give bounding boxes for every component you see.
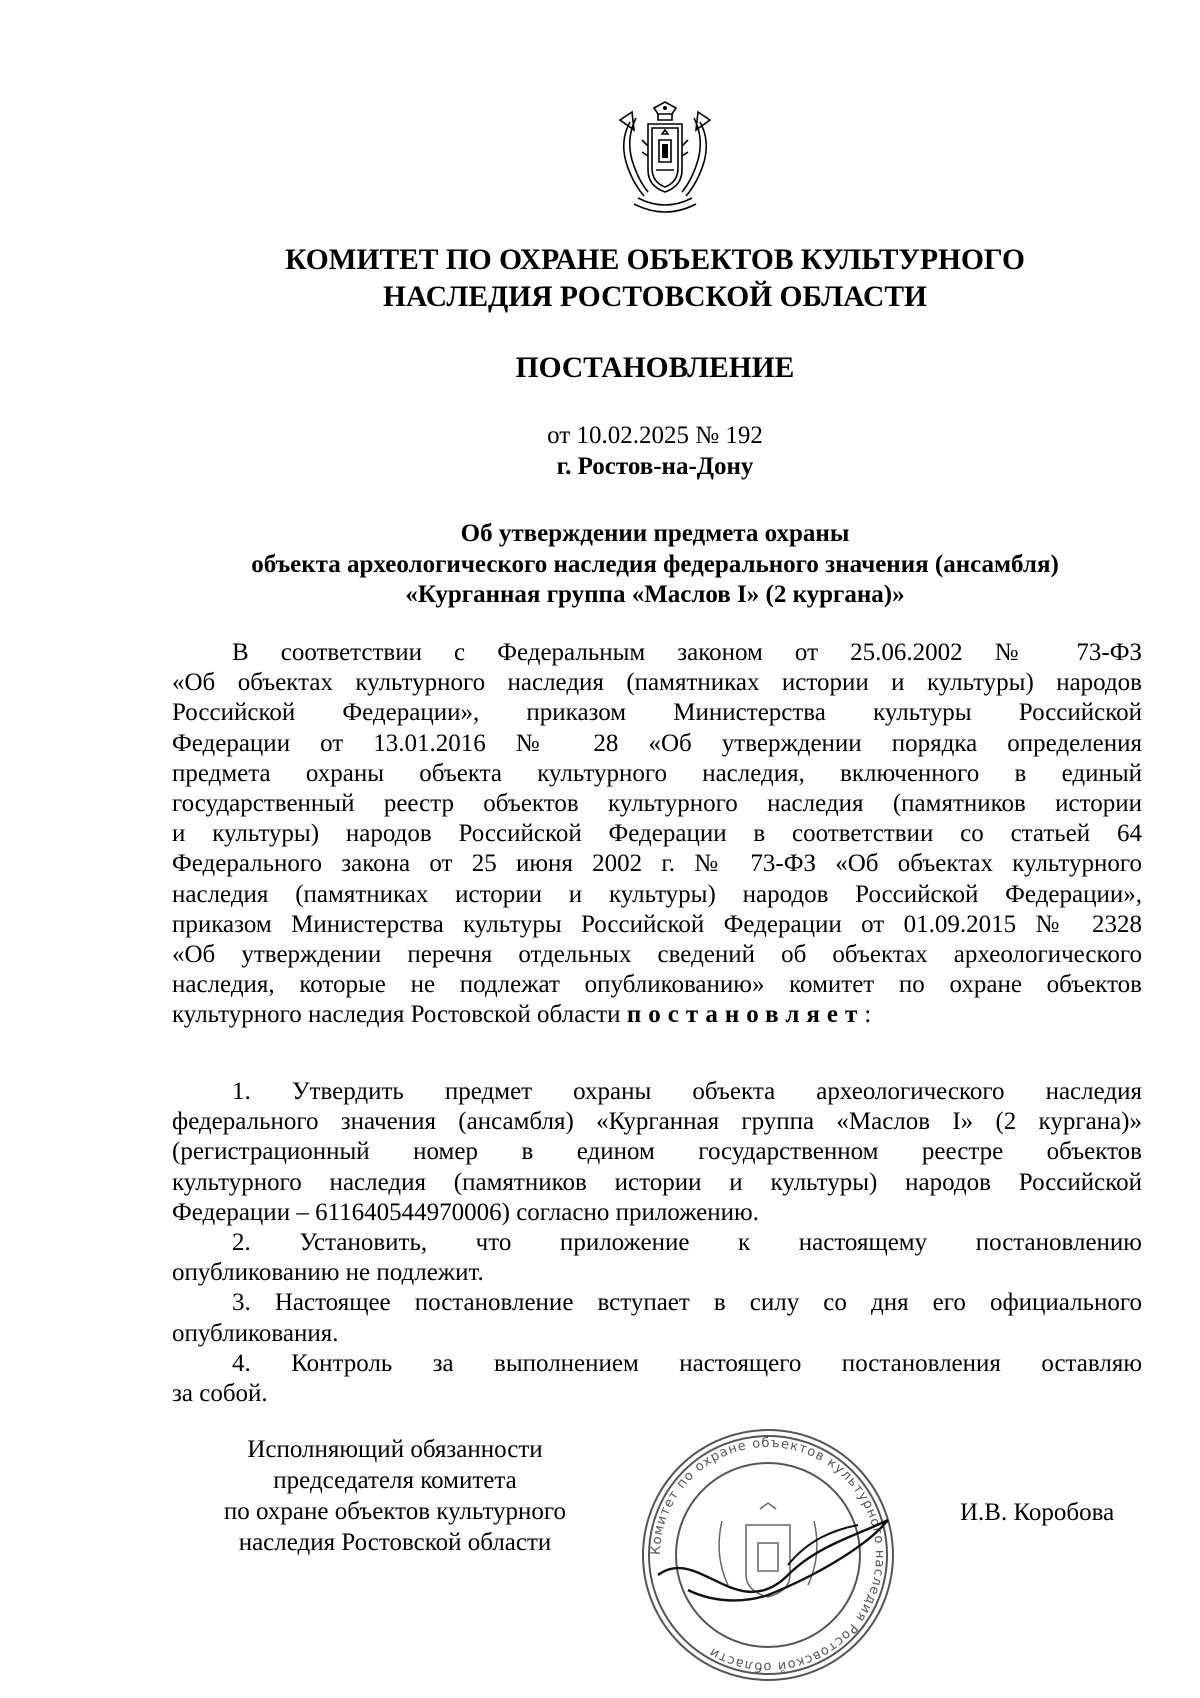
seal-text: Комитет по охране объектов культурного наследия Ростовской области	[648, 1435, 888, 1675]
resolution-items	[172, 1077, 1142, 1409]
item-line: за собой.	[172, 1380, 268, 1408]
item-3	[172, 1288, 1142, 1348]
position-line: по охране объектов культурного	[223, 1498, 567, 1525]
item-line: 3. Настоящее постановление вступает в силу со дня его официального	[232, 1289, 1142, 1317]
preamble-last-text: культурного наследия Ростовской области	[172, 1001, 627, 1029]
item-line: 2. Установить, что приложение к настоящему постановлению	[232, 1229, 1142, 1257]
preamble-line: государственный реестр объектов культурного наследия (памятников истории	[172, 790, 1142, 818]
item-2	[172, 1228, 1142, 1288]
item-line: Федерации – 611640544970006) согласно приложению.	[172, 1198, 759, 1226]
preamble-line: приказом Министерства культуры Российской Федерации от 01.09.2015 № 2328	[172, 910, 1142, 938]
item-line: опубликования.	[172, 1319, 339, 1347]
subject-line: объекта археологического наследия федерального значения (ансамбля)	[251, 550, 1059, 578]
item-line: опубликованию не подлежит.	[172, 1259, 484, 1287]
official-seal-icon	[618, 1425, 918, 1685]
org-line-2: НАСЛЕДИЯ РОСТОВСКОЙ ОБЛАСТИ	[383, 281, 927, 313]
document-type: ПОСТАНОВЛЕНИЕ	[515, 352, 795, 384]
preamble-paragraph	[172, 638, 1142, 1031]
org-line-1: КОМИТЕТ ПО ОХРАНЕ ОБЪЕКТОВ КУЛЬТУРНОГО	[285, 244, 1025, 276]
document-city: г. Ростов-на-Дону	[556, 453, 754, 480]
svg-text:Комитет по охране объектов кул	[649, 1436, 887, 1674]
subject-line: Об утверждении предмета охраны	[460, 520, 850, 547]
document-date-number: от 10.02.2025 № 192	[547, 422, 763, 449]
signatory-position	[185, 1434, 605, 1558]
preamble-line: «Об утверждении перечня отдельных сведений об объектах археологического	[172, 941, 1142, 969]
item-1	[172, 1077, 1142, 1228]
preamble-line: В соответствии с Федеральным законом от 25.06.2002 № 73-ФЗ	[232, 639, 1142, 666]
coat-of-arms-icon	[612, 100, 718, 218]
resolves-word: постановляет	[626, 1001, 865, 1029]
preamble-line: наследия (памятниках истории и культуры) народов Российской Федерации»,	[172, 880, 1142, 908]
subject-line: «Курганная группа «Маслов I» (2 кургана)»	[405, 581, 905, 608]
item-4	[172, 1349, 1142, 1409]
item-line: 4. Контроль за выполнением настоящего постановления оставляю	[232, 1349, 1142, 1377]
item-line: культурного наследия (памятников истории и культуры) народов Российской	[172, 1168, 1142, 1196]
preamble-line: наследия, которые не подлежат опубликованию» комитет по охране объектов	[172, 971, 1142, 999]
position-line: председателя комитета	[273, 1467, 517, 1494]
document-subject	[150, 519, 1160, 611]
preamble-line: Федерального закона от 25 июня 2002 г. № 73-ФЗ «Об объектах культурного	[172, 850, 1142, 878]
preamble-last-line	[172, 1000, 1142, 1030]
organization-name	[150, 242, 1160, 316]
item-line: федерального значения (ансамбля) «Курганная группа «Маслов I» (2 кургана)»	[172, 1108, 1142, 1136]
position-line: наследия Ростовской области	[238, 1529, 552, 1556]
preamble-line: Федерации от 13.01.2016 № 28 «Об утверждении порядка определения	[172, 729, 1142, 757]
item-line: (регистрационный номер в едином государственном реестре объектов	[172, 1138, 1142, 1166]
preamble-line: «Об объектах культурного наследия (памятниках истории и культуры) народов	[172, 669, 1142, 697]
preamble-line: Российской Федерации», приказом Министерства культуры Российской	[172, 699, 1142, 727]
item-line: 1. Утвердить предмет охраны объекта археологического наследия	[232, 1078, 1142, 1105]
preamble-line: и культуры) народов Российской Федерации в соответствии со статьей 64	[172, 820, 1142, 848]
position-line: Исполняющий обязанности	[247, 1436, 543, 1463]
preamble-colon: :	[864, 1001, 872, 1029]
preamble-line: предмета охраны объекта культурного наследия, включенного в единый	[172, 759, 1142, 787]
signatory-name: И.В. Коробова	[960, 1499, 1115, 1526]
